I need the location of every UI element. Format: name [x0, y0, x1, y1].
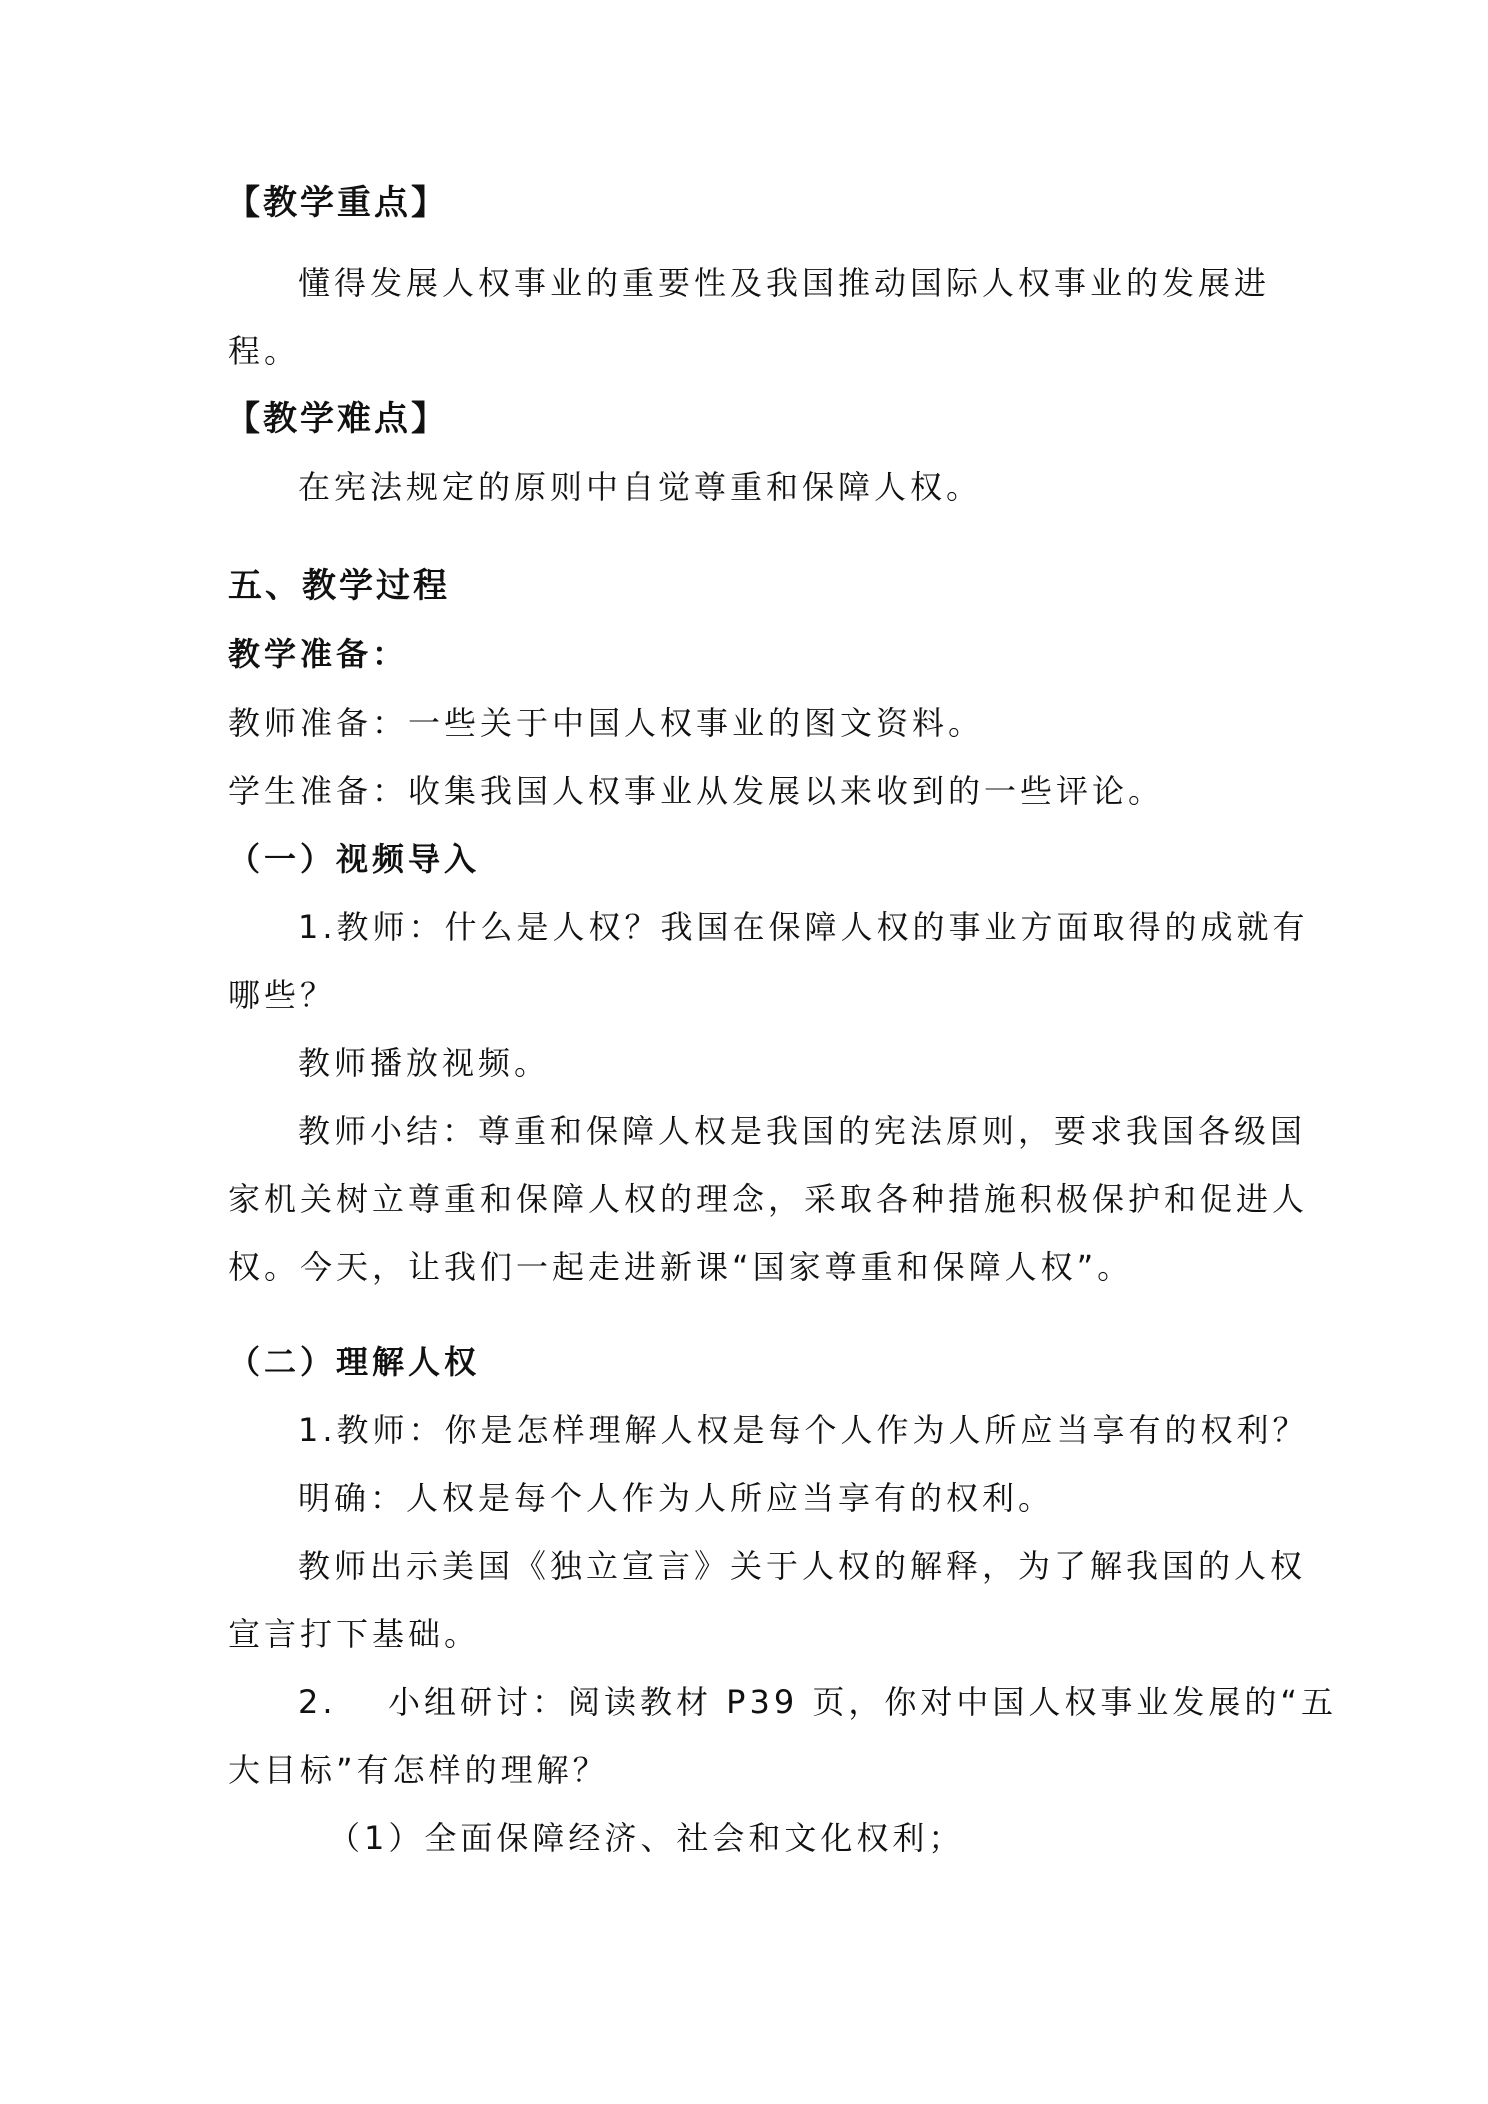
part1-question-line-2: 哪些？ — [228, 976, 337, 1014]
part1-heading: （一）视频导入 — [228, 840, 481, 878]
difficulties-text: 在宪法规定的原则中自觉尊重和保障人权。 — [298, 468, 983, 506]
part2-question-2-line-1: 小组研讨：阅读教材 P39 页，你对中国人权事业发展的“五 — [388, 1683, 1337, 1721]
part2-question-2-line-2: 大目标”有怎样的理解？ — [228, 1751, 609, 1789]
part2-show-line-2: 宣言打下基础。 — [228, 1615, 481, 1653]
part2-question-2-number: 2. — [298, 1683, 337, 1721]
part2-clarify: 明确：人权是每个人作为人所应当享有的权利。 — [298, 1479, 1055, 1517]
part1-question-line-1: 1.教师：什么是人权？我国在保障人权的事业方面取得的成就有 — [298, 908, 1309, 946]
preparation-heading: 教学准备： — [228, 635, 409, 673]
part1-summary-line-2: 家机关树立尊重和保障人权的理念，采取各种措施积极保护和促进人 — [228, 1180, 1309, 1218]
key-points-line-2: 程。 — [228, 332, 301, 370]
student-preparation: 学生准备：收集我国人权事业从发展以来收到的一些评论。 — [228, 772, 1165, 810]
goal-1: （1）全面保障经济、社会和文化权利； — [328, 1819, 965, 1857]
difficulties-heading: 【教学难点】 — [226, 399, 448, 439]
part1-video: 教师播放视频。 — [298, 1044, 551, 1082]
key-points-line-1: 懂得发展人权事业的重要性及我国推动国际人权事业的发展进 — [298, 264, 1271, 302]
part2-heading: （二）理解人权 — [228, 1343, 481, 1381]
part2-question-1: 1.教师：你是怎样理解人权是每个人作为人所应当享有的权利？ — [298, 1411, 1309, 1449]
part1-summary-line-3: 权。今天，让我们一起走进新课“国家尊重和保障人权”。 — [228, 1248, 1134, 1286]
section-title: 五、教学过程 — [228, 566, 450, 606]
part2-show-line-1: 教师出示美国《独立宣言》关于人权的解释，为了解我国的人权 — [298, 1547, 1307, 1585]
teacher-preparation: 教师准备：一些关于中国人权事业的图文资料。 — [228, 704, 985, 742]
part1-summary-line-1: 教师小结：尊重和保障人权是我国的宪法原则，要求我国各级国 — [298, 1112, 1307, 1150]
key-points-heading: 【教学重点】 — [226, 183, 448, 223]
